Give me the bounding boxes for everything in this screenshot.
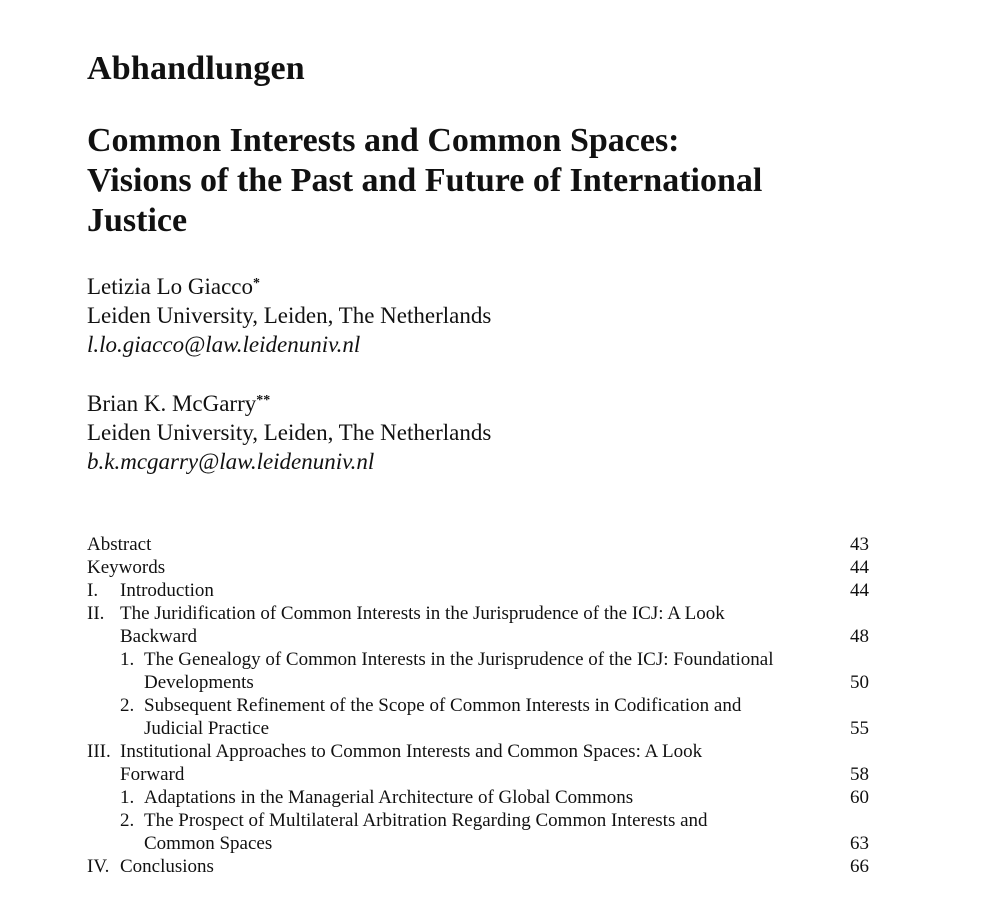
toc-title: [144, 786, 829, 809]
toc-entry-section-ii[interactable]: [87, 602, 869, 648]
toc-page-number: 44: [850, 557, 869, 578]
title-line: Common Interests and Common Spaces:: [87, 122, 680, 159]
section-label: Abhandlungen: [87, 50, 305, 87]
toc-entry-conclusions[interactable]: [87, 855, 869, 878]
toc-title: [87, 533, 829, 556]
toc-title-line: Common Spaces: [144, 833, 273, 854]
toc-page-number: 43: [850, 534, 869, 555]
toc-entry-introduction[interactable]: [87, 579, 869, 602]
toc-entry-section-ii-1[interactable]: [87, 648, 869, 694]
toc-title: [120, 855, 829, 878]
toc-title-line: Abstract: [87, 534, 152, 555]
toc-page-number: 44: [850, 580, 869, 601]
toc-title-line: Conclusions: [120, 856, 214, 877]
title-line: Visions of the Past and Future of International: [87, 162, 763, 199]
toc-entry-section-iii[interactable]: [87, 740, 869, 786]
toc-entry-section-iii-2[interactable]: [87, 809, 869, 855]
author-name: Brian K. McGarry: [87, 391, 257, 416]
toc-number: 1.: [120, 787, 135, 808]
toc-title-line: The Genealogy of Common Interests in the Jurisprudence of the ICJ: Foundational: [144, 649, 774, 670]
author-name: Letizia Lo Giacco: [87, 274, 254, 299]
toc-number: IV.: [87, 856, 110, 877]
author-name-line: [87, 272, 491, 301]
toc-page-number: 60: [850, 787, 869, 808]
toc-title: [120, 740, 829, 786]
toc-page-number: 63: [850, 833, 869, 854]
author-name-line: [87, 389, 491, 418]
toc-title-line: Developments: [144, 672, 254, 693]
toc-page-number: 66: [850, 856, 869, 877]
toc-title-line: Subsequent Refinement of the Scope of Common Interests in Codification and: [144, 695, 742, 716]
toc-number: 2.: [120, 810, 135, 831]
toc-title-line: The Prospect of Multilateral Arbitration Regarding Common Interests and: [144, 810, 708, 831]
footnote-mark[interactable]: *: [253, 276, 261, 291]
toc-number: I.: [87, 580, 99, 601]
toc-title-line: Adaptations in the Managerial Architecture of Global Commons: [144, 787, 634, 808]
toc-title-line: Keywords: [87, 557, 166, 578]
toc-title-line: Backward: [120, 626, 198, 647]
footnote-mark[interactable]: **: [256, 393, 271, 408]
toc-page-number: 55: [850, 718, 869, 739]
author-block: [87, 272, 491, 359]
table-of-contents: [87, 533, 869, 878]
toc-entry-section-ii-2[interactable]: [87, 694, 869, 740]
toc-title-line: Institutional Approaches to Common Interests and Common Spaces: A Look: [120, 741, 703, 762]
toc-entry-keywords[interactable]: [87, 556, 869, 579]
toc-number: 1.: [120, 649, 135, 670]
toc-entry-section-iii-1[interactable]: [87, 786, 869, 809]
toc-title: [87, 556, 829, 579]
toc-number: 2.: [120, 695, 135, 716]
title-line: Justice: [87, 202, 188, 239]
toc-title: [144, 694, 829, 740]
toc-page-number: 50: [850, 672, 869, 693]
toc-title: [144, 648, 829, 694]
toc-number: II.: [87, 603, 105, 624]
article-title: [87, 121, 877, 241]
author-affiliation: Leiden University, Leiden, The Netherlands: [87, 420, 492, 445]
author-email[interactable]: b.k.mcgarry@law.leidenuniv.nl: [87, 449, 375, 474]
toc-title-line: Forward: [120, 764, 185, 785]
toc-title: [120, 579, 829, 602]
toc-entry-abstract[interactable]: [87, 533, 869, 556]
toc-page-number: 58: [850, 764, 869, 785]
author-affiliation: Leiden University, Leiden, The Netherlands: [87, 303, 492, 328]
toc-title-line: Judicial Practice: [144, 718, 270, 739]
author-block: [87, 389, 491, 476]
toc-title-line: Introduction: [120, 580, 214, 601]
author-email[interactable]: l.lo.giacco@law.leidenuniv.nl: [87, 332, 361, 357]
toc-page-number: 48: [850, 626, 869, 647]
toc-title-line: The Juridification of Common Interests in the Jurisprudence of the ICJ: A Look: [120, 603, 725, 624]
toc-title: [144, 809, 829, 855]
toc-number: III.: [87, 741, 111, 762]
toc-title: [120, 602, 829, 648]
